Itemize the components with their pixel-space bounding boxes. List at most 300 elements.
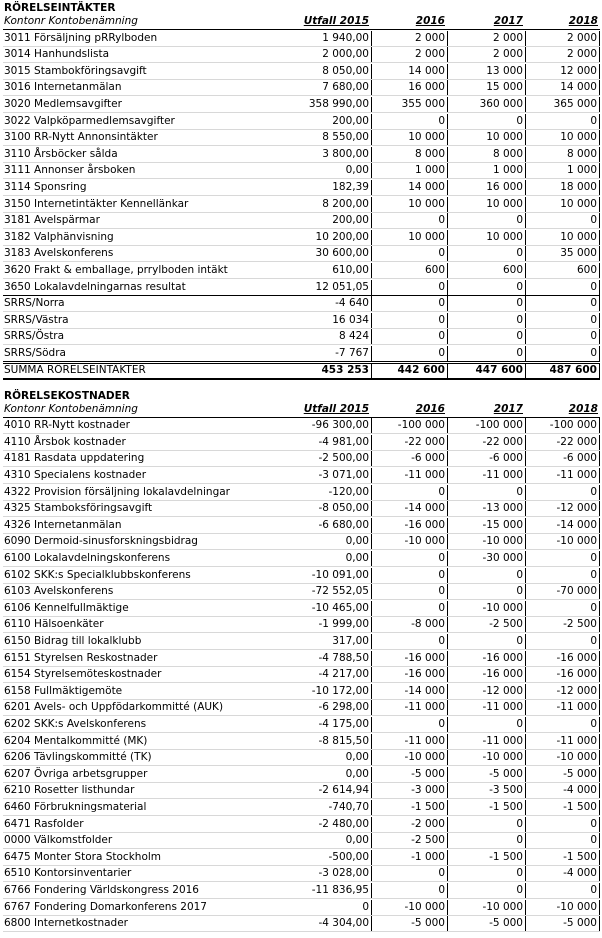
outcome-2015-cell: 30 600,00 bbox=[315, 247, 369, 260]
table-row bbox=[3, 229, 600, 246]
table-row bbox=[3, 180, 600, 197]
budget-2017-cell: -5 000 bbox=[447, 767, 525, 782]
budget-2018-cell: 0 bbox=[525, 717, 600, 732]
account-label: 6207 Övriga arbetsgrupper bbox=[4, 767, 148, 780]
account-label: 6471 Rasfolder bbox=[4, 817, 84, 830]
budget-2018-cell: 10 000 bbox=[525, 230, 600, 245]
outcome-2015-cell: -2 480,00 bbox=[318, 817, 369, 830]
table-row bbox=[3, 263, 600, 280]
outcome-2015-cell: -2 500,00 bbox=[318, 452, 369, 465]
budget-2016-cell: 0 bbox=[371, 883, 447, 898]
budget-2018-cell: 1 000 bbox=[525, 163, 600, 178]
budget-2017-cell: -16 000 bbox=[447, 667, 525, 682]
table-row bbox=[3, 517, 600, 534]
budget-2017-cell: 0 bbox=[447, 634, 525, 649]
account-label: Kontonr Kontobenämning bbox=[4, 402, 138, 415]
outcome-2015-cell: -4 981,00 bbox=[318, 435, 369, 448]
budget-2017-cell: 0 bbox=[447, 296, 525, 311]
outcome-2015-cell: -4 788,50 bbox=[318, 651, 369, 664]
budget-2016-cell: 10 000 bbox=[371, 197, 447, 212]
budget-2018-cell: 0 bbox=[525, 817, 600, 832]
account-label: 6206 Tävlingskommitté (TK) bbox=[4, 751, 152, 764]
table-row bbox=[3, 213, 600, 230]
account-label: 3181 Avelspärmar bbox=[4, 214, 100, 227]
account-label: 6800 Internetkostnader bbox=[4, 917, 129, 930]
outcome-2015-cell: -4 175,00 bbox=[318, 717, 369, 730]
table-row bbox=[3, 816, 600, 833]
budget-2016-cell: -10 000 bbox=[371, 534, 447, 549]
budget-2017-cell: 0 bbox=[447, 313, 525, 328]
budget-2017-cell bbox=[447, 402, 525, 417]
budget-2018-cell: 0 bbox=[525, 551, 600, 566]
budget-2016-cell: 14 000 bbox=[371, 180, 447, 195]
account-label: 4325 Stamboksföringsavgift bbox=[4, 502, 153, 515]
table-row bbox=[3, 567, 600, 584]
budget-2017-cell: 0 bbox=[447, 329, 525, 344]
budget-2017-cell: 13 000 bbox=[447, 64, 525, 79]
outcome-2015-cell: -2 614,94 bbox=[318, 784, 369, 797]
account-label: 4326 Internetanmälan bbox=[4, 518, 122, 531]
budget-2017-cell: 0 bbox=[447, 280, 525, 295]
table-row bbox=[3, 866, 600, 883]
outcome-2015-cell: -3 028,00 bbox=[318, 867, 369, 880]
account-label: 6201 Avels- och Uppfödarkommitté (AUK) bbox=[4, 701, 224, 714]
budget-2016-cell bbox=[371, 402, 447, 417]
table-row bbox=[3, 501, 600, 518]
budget-2017-cell: 10 000 bbox=[447, 230, 525, 245]
account-label: 6510 Kontorsinventarier bbox=[4, 867, 132, 880]
budget-2018-cell-text: 2018 bbox=[568, 402, 598, 415]
outcome-2015-cell: 0,00 bbox=[345, 751, 369, 764]
account-label: 6158 Fullmäktigemöte bbox=[4, 684, 123, 697]
budget-2016-cell: 8 000 bbox=[371, 147, 447, 162]
budget-2016-cell: 0 bbox=[371, 584, 447, 599]
budget-2016-cell: 0 bbox=[371, 280, 447, 295]
outcome-2015-cell: -6 298,00 bbox=[318, 701, 369, 714]
budget-2017-cell: 1 000 bbox=[447, 163, 525, 178]
account-label: 4310 Specialens kostnader bbox=[4, 468, 147, 481]
budget-2016-cell: 0 bbox=[371, 568, 447, 583]
budget-2017-cell: -1 500 bbox=[447, 800, 525, 815]
outcome-2015-cell: -11 836,95 bbox=[311, 883, 369, 896]
table-row bbox=[3, 484, 600, 501]
budget-2018-cell: -4 000 bbox=[525, 783, 600, 798]
account-label: 4010 RR-Nytt kostnader bbox=[4, 419, 130, 432]
budget-2016-cell: 1 000 bbox=[371, 163, 447, 178]
account-label: 0000 Välkomstfolder bbox=[4, 834, 113, 847]
table-row bbox=[3, 584, 600, 601]
outcome-2015-cell: 0,00 bbox=[345, 535, 369, 548]
budget-2018-cell: -1 500 bbox=[525, 800, 600, 815]
outcome-2015-cell bbox=[286, 14, 371, 29]
budget-2018-cell: -16 000 bbox=[525, 667, 600, 682]
table-row bbox=[3, 47, 600, 64]
outcome-2015-cell-text: Utfall 2015 bbox=[303, 402, 369, 415]
column-header-row bbox=[3, 14, 600, 31]
budget-2018-cell: 0 bbox=[525, 213, 600, 228]
budget-2017-cell: -1 500 bbox=[447, 850, 525, 865]
budget-2017-cell: -15 000 bbox=[447, 518, 525, 533]
budget-2018-cell: -10 000 bbox=[525, 750, 600, 765]
budget-2017-cell: -12 000 bbox=[447, 684, 525, 699]
budget-2017-cell: 0 bbox=[447, 485, 525, 500]
budget-2016-cell: -10 000 bbox=[371, 900, 447, 915]
account-label: 6100 Lokalavdelningskonferens bbox=[4, 551, 171, 564]
table-row bbox=[3, 683, 600, 700]
budget-2016-cell bbox=[371, 14, 447, 29]
budget-2018-cell: -12 000 bbox=[525, 501, 600, 516]
outcome-2015-cell: -3 071,00 bbox=[318, 468, 369, 481]
budget-2017-cell: -11 000 bbox=[447, 734, 525, 749]
budget-2016-cell: 0 bbox=[371, 313, 447, 328]
budget-2017-cell: -10 000 bbox=[447, 534, 525, 549]
budget-2017-cell: -3 500 bbox=[447, 783, 525, 798]
budget-2016-cell: -11 000 bbox=[371, 734, 447, 749]
budget-2018-cell: 487 600 bbox=[525, 363, 600, 378]
account-label: 3150 Internetintäkter Kennellänkar bbox=[4, 197, 189, 210]
table-row bbox=[3, 716, 600, 733]
budget-2016-cell: -1 000 bbox=[371, 850, 447, 865]
budget-2018-cell: -10 000 bbox=[525, 900, 600, 915]
budget-2017-cell: -10 000 bbox=[447, 601, 525, 616]
budget-2016-cell: 0 bbox=[371, 296, 447, 311]
budget-2016-cell: 2 000 bbox=[371, 47, 447, 62]
budget-2017-cell: 8 000 bbox=[447, 147, 525, 162]
outcome-2015-cell: 2 000,00 bbox=[322, 48, 369, 61]
budget-2018-cell bbox=[525, 402, 600, 417]
budget-2016-cell: 14 000 bbox=[371, 64, 447, 79]
costs-section-title: RÖRELSEKOSTNADER bbox=[4, 390, 130, 402]
outcome-2015-cell-text: Utfall 2015 bbox=[303, 15, 369, 27]
budget-2016-cell: -3 000 bbox=[371, 783, 447, 798]
budget-2017-cell: -6 000 bbox=[447, 451, 525, 466]
budget-2017-cell: -16 000 bbox=[447, 651, 525, 666]
account-label: 3182 Valphänvisning bbox=[4, 230, 114, 243]
outcome-2015-cell: -10 091,00 bbox=[311, 568, 369, 581]
outcome-2015-cell: 182,39 bbox=[332, 181, 369, 193]
account-label: 3014 Hanhundslista bbox=[4, 48, 109, 61]
budget-2018-cell: -70 000 bbox=[525, 584, 600, 599]
account-label: 3020 Medlemsavgifter bbox=[4, 98, 122, 110]
outcome-2015-cell: 8 050,00 bbox=[322, 64, 369, 77]
outcome-2015-cell: 610,00 bbox=[332, 264, 369, 276]
account-label: SRRS/Västra bbox=[4, 313, 69, 326]
budget-2017-cell bbox=[447, 14, 525, 29]
table-row bbox=[3, 550, 600, 567]
table-row bbox=[3, 451, 600, 468]
outcome-2015-cell: 0,00 bbox=[345, 164, 369, 177]
outcome-2015-cell bbox=[286, 402, 371, 417]
table-row bbox=[3, 899, 600, 916]
account-label: 3022 Valpköparmedlemsavgifter bbox=[4, 114, 175, 127]
budget-2016-cell: 600 bbox=[371, 263, 447, 278]
budget-2017-cell: 447 600 bbox=[447, 363, 525, 378]
budget-2016-cell: 0 bbox=[371, 213, 447, 228]
account-label: 3015 Stambokföringsavgift bbox=[4, 64, 147, 77]
table-row bbox=[3, 617, 600, 634]
outcome-2015-cell: 16 034 bbox=[332, 313, 369, 326]
table-row bbox=[3, 700, 600, 717]
outcome-2015-cell: 317,00 bbox=[332, 634, 369, 647]
budget-2017-cell: 10 000 bbox=[447, 130, 525, 145]
budget-2016-cell: 0 bbox=[371, 634, 447, 649]
budget-2018-cell: 365 000 bbox=[525, 97, 600, 112]
account-label: 4110 Årsbok kostnader bbox=[4, 435, 126, 448]
account-label: 6103 Avelskonferens bbox=[4, 585, 114, 598]
budget-2016-cell: -5 000 bbox=[371, 916, 447, 931]
account-label: 6102 SKK:s Specialklubbskonferens bbox=[4, 568, 191, 581]
budget-2018-cell: 8 000 bbox=[525, 147, 600, 162]
account-label: 3620 Frakt & emballage, prrylboden intäkt bbox=[4, 264, 228, 276]
outcome-2015-cell: 200,00 bbox=[332, 214, 369, 227]
table-row bbox=[3, 799, 600, 816]
outcome-2015-cell: -4 217,00 bbox=[318, 668, 369, 681]
budget-2017-cell: -2 500 bbox=[447, 617, 525, 632]
budget-2018-cell: 0 bbox=[525, 346, 600, 361]
account-label: SUMMA RÖRELSEINTÄKTER bbox=[4, 363, 146, 376]
outcome-2015-cell: -1 999,00 bbox=[318, 618, 369, 631]
account-label: 3011 Försäljning pRRylboden bbox=[4, 31, 158, 44]
table-row bbox=[3, 534, 600, 551]
budget-2016-cell: 0 bbox=[371, 717, 447, 732]
account-label: 3650 Lokalavdelningarnas resultat bbox=[4, 280, 186, 293]
budget-2017-cell: 0 bbox=[447, 568, 525, 583]
budget-2018-cell: -6 000 bbox=[525, 451, 600, 466]
budget-2016-cell: 10 000 bbox=[371, 230, 447, 245]
budget-2017-cell: -10 000 bbox=[447, 750, 525, 765]
budget-2018-cell: 35 000 bbox=[525, 246, 600, 261]
outcome-2015-cell: -96 300,00 bbox=[311, 419, 369, 432]
budget-2018-cell: -11 000 bbox=[525, 734, 600, 749]
budget-2018-cell: -100 000 bbox=[525, 418, 600, 433]
budget-2018-cell: -10 000 bbox=[525, 534, 600, 549]
budget-2016-cell: 16 000 bbox=[371, 80, 447, 95]
budget-2018-cell: 0 bbox=[525, 601, 600, 616]
budget-2017-cell: -100 000 bbox=[447, 418, 525, 433]
budget-2018-cell: 2 000 bbox=[525, 47, 600, 62]
outcome-2015-cell: 358 990,00 bbox=[308, 98, 369, 110]
budget-2016-cell: -16 000 bbox=[371, 667, 447, 682]
budget-2018-cell: 600 bbox=[525, 263, 600, 278]
table-row bbox=[3, 246, 600, 263]
budget-2018-cell: 0 bbox=[525, 833, 600, 848]
outcome-2015-cell: 200,00 bbox=[332, 114, 369, 127]
table-row bbox=[3, 146, 600, 163]
budget-2017-cell: 2 000 bbox=[447, 31, 525, 46]
budget-2018-cell: 0 bbox=[525, 280, 600, 295]
budget-2016-cell: -14 000 bbox=[371, 684, 447, 699]
budget-2016-cell: 0 bbox=[371, 601, 447, 616]
outcome-2015-cell: 0,00 bbox=[345, 834, 369, 847]
account-label: 6106 Kennelfullmäktige bbox=[4, 601, 129, 614]
budget-2018-cell: -14 000 bbox=[525, 518, 600, 533]
budget-2018-cell: 0 bbox=[525, 329, 600, 344]
outcome-2015-cell: 12 051,05 bbox=[315, 280, 369, 293]
budget-2017-cell: -5 000 bbox=[447, 916, 525, 931]
budget-2016-cell: -2 000 bbox=[371, 817, 447, 832]
account-label: 6150 Bidrag till lokalklubb bbox=[4, 634, 142, 647]
budget-2016-cell: 2 000 bbox=[371, 31, 447, 46]
budget-2016-cell: 0 bbox=[371, 246, 447, 261]
outcome-2015-cell: -7 767 bbox=[335, 347, 369, 359]
budget-2018-cell: -11 000 bbox=[525, 700, 600, 715]
account-label: 6767 Fondering Domarkonferens 2017 bbox=[4, 900, 207, 913]
outcome-2015-cell: -10 172,00 bbox=[311, 684, 369, 697]
budget-2017-cell: 16 000 bbox=[447, 180, 525, 195]
budget-2017-cell: 0 bbox=[447, 246, 525, 261]
budget-2016-cell: -16 000 bbox=[371, 518, 447, 533]
budget-2018-cell-text: 2018 bbox=[568, 15, 598, 27]
outcome-2015-cell: 0,00 bbox=[345, 767, 369, 780]
account-label: 4181 Rasdata uppdatering bbox=[4, 452, 145, 465]
budget-2016-cell-text: 2016 bbox=[415, 15, 445, 27]
outcome-2015-cell: 8 424 bbox=[338, 330, 369, 343]
account-label: 4322 Provision försäljning lokalavdelningar bbox=[4, 485, 230, 498]
table-row bbox=[3, 783, 600, 800]
table-row bbox=[3, 113, 600, 130]
budget-2018-cell: 18 000 bbox=[525, 180, 600, 195]
budget-2017-cell-text: 2017 bbox=[493, 15, 523, 27]
budget-2018-cell: 0 bbox=[525, 114, 600, 129]
budget-2017-cell: 0 bbox=[447, 346, 525, 361]
account-label: 6204 Mentalkommitté (MK) bbox=[4, 734, 148, 747]
sum-row bbox=[3, 363, 600, 380]
budget-2018-cell: 0 bbox=[525, 313, 600, 328]
budget-2018-cell: -2 500 bbox=[525, 617, 600, 632]
outcome-2015-cell: 453 253 bbox=[321, 363, 369, 376]
budget-2017-cell: 2 000 bbox=[447, 47, 525, 62]
budget-2016-cell: -11 000 bbox=[371, 468, 447, 483]
account-label: 3111 Annonser årsboken bbox=[4, 164, 136, 177]
table-row bbox=[3, 279, 600, 296]
budget-2016-cell: -6 000 bbox=[371, 451, 447, 466]
account-label: Kontonr Kontobenämning bbox=[4, 15, 138, 27]
budget-2016-cell: -5 000 bbox=[371, 767, 447, 782]
outcome-2015-cell: 0,00 bbox=[345, 551, 369, 564]
table-row bbox=[3, 916, 600, 933]
budget-2018-cell: -5 000 bbox=[525, 916, 600, 931]
budget-2016-cell: -16 000 bbox=[371, 651, 447, 666]
budget-2016-cell: -11 000 bbox=[371, 700, 447, 715]
budget-2018-cell: 0 bbox=[525, 634, 600, 649]
budget-2017-cell: 0 bbox=[447, 833, 525, 848]
budget-2017-cell: 0 bbox=[447, 584, 525, 599]
column-header-row bbox=[3, 401, 600, 418]
outcome-2015-cell: 1 940,00 bbox=[322, 31, 369, 44]
budget-2017-cell: -22 000 bbox=[447, 435, 525, 450]
outcome-2015-cell: 10 200,00 bbox=[315, 230, 369, 243]
table-row bbox=[3, 633, 600, 650]
outcome-2015-cell: -500,00 bbox=[328, 850, 369, 863]
outcome-2015-cell: -6 680,00 bbox=[318, 518, 369, 531]
table-row bbox=[3, 80, 600, 97]
budget-2018-cell bbox=[525, 14, 600, 29]
budget-2018-cell: 2 000 bbox=[525, 31, 600, 46]
budget-2018-cell: 14 000 bbox=[525, 80, 600, 95]
outcome-2015-cell: 8 550,00 bbox=[322, 131, 369, 144]
table-row bbox=[3, 667, 600, 684]
budget-2016-cell: -22 000 bbox=[371, 435, 447, 450]
table-row bbox=[3, 882, 600, 899]
table-row bbox=[3, 750, 600, 767]
budget-2016-cell: 0 bbox=[371, 551, 447, 566]
table-row bbox=[3, 296, 600, 313]
table-row bbox=[3, 163, 600, 180]
budget-2016-cell: 0 bbox=[371, 485, 447, 500]
table-row bbox=[3, 30, 600, 47]
budget-2017-cell: -11 000 bbox=[447, 700, 525, 715]
account-label: SRRS/Södra bbox=[4, 347, 66, 359]
budget-2016-cell: -1 500 bbox=[371, 800, 447, 815]
outcome-2015-cell: 8 200,00 bbox=[322, 197, 369, 210]
budget-2017-cell-text: 2017 bbox=[493, 402, 523, 415]
budget-2016-cell: 0 bbox=[371, 346, 447, 361]
table-row bbox=[3, 434, 600, 451]
budget-2017-cell: 0 bbox=[447, 213, 525, 228]
budget-2018-cell: 0 bbox=[525, 296, 600, 311]
budget-2016-cell: 0 bbox=[371, 329, 447, 344]
budget-2016-cell: 0 bbox=[371, 114, 447, 129]
budget-2018-cell: 0 bbox=[525, 568, 600, 583]
account-label: 6154 Styrelsemöteskostnader bbox=[4, 668, 162, 681]
budget-2017-cell: 0 bbox=[447, 866, 525, 881]
budget-2018-cell: -12 000 bbox=[525, 684, 600, 699]
budget-2016-cell: 442 600 bbox=[371, 363, 447, 378]
budget-2018-cell: 12 000 bbox=[525, 64, 600, 79]
table-row bbox=[3, 196, 600, 213]
table-row bbox=[3, 130, 600, 147]
budget-2018-cell: 10 000 bbox=[525, 197, 600, 212]
account-label: 3016 Internetanmälan bbox=[4, 81, 122, 94]
budget-2016-cell: 10 000 bbox=[371, 130, 447, 145]
budget-2016-cell-text: 2016 bbox=[415, 402, 445, 415]
account-label: 3183 Avelskonferens bbox=[4, 247, 114, 260]
budget-2018-cell: -22 000 bbox=[525, 435, 600, 450]
outcome-2015-cell: 3 800,00 bbox=[322, 147, 369, 160]
budget-2017-cell: -11 000 bbox=[447, 468, 525, 483]
table-row bbox=[3, 467, 600, 484]
account-label: 3114 Sponsring bbox=[4, 181, 87, 193]
budget-2017-cell: 10 000 bbox=[447, 197, 525, 212]
table-row bbox=[3, 312, 600, 329]
account-label: 6475 Monter Stora Stockholm bbox=[4, 850, 162, 863]
outcome-2015-cell: -8 050,00 bbox=[318, 502, 369, 515]
budget-2017-cell: -10 000 bbox=[447, 900, 525, 915]
budget-2018-cell: -16 000 bbox=[525, 651, 600, 666]
account-label: 6766 Fondering Världskongress 2016 bbox=[4, 883, 199, 896]
budget-2017-cell: 360 000 bbox=[447, 97, 525, 112]
outcome-2015-cell: 7 680,00 bbox=[322, 81, 369, 94]
account-label: 6202 SKK:s Avelskonferens bbox=[4, 717, 147, 730]
table-row bbox=[3, 418, 600, 435]
budget-2017-cell: 0 bbox=[447, 114, 525, 129]
budget-2017-cell: -30 000 bbox=[447, 551, 525, 566]
account-label: 3110 Årsböcker sålda bbox=[4, 147, 118, 160]
budget-2018-cell: -4 000 bbox=[525, 866, 600, 881]
account-label: 3100 RR-Nytt Annonsintäkter bbox=[4, 131, 158, 144]
budget-2018-cell: -1 500 bbox=[525, 850, 600, 865]
income-section-title: RÖRELSEINTÄKTER bbox=[4, 2, 116, 14]
budget-2016-cell: -8 000 bbox=[371, 617, 447, 632]
budget-2017-cell: 0 bbox=[447, 817, 525, 832]
budget-2016-cell: 0 bbox=[371, 866, 447, 881]
budget-2017-cell: 0 bbox=[447, 883, 525, 898]
account-label: 6110 Hälsoenkäter bbox=[4, 618, 104, 631]
table-row bbox=[3, 650, 600, 667]
outcome-2015-cell: -8 815,50 bbox=[318, 734, 369, 747]
account-label: 6460 Förbrukningsmaterial bbox=[4, 800, 147, 813]
outcome-2015-cell: -4 640 bbox=[335, 297, 369, 310]
